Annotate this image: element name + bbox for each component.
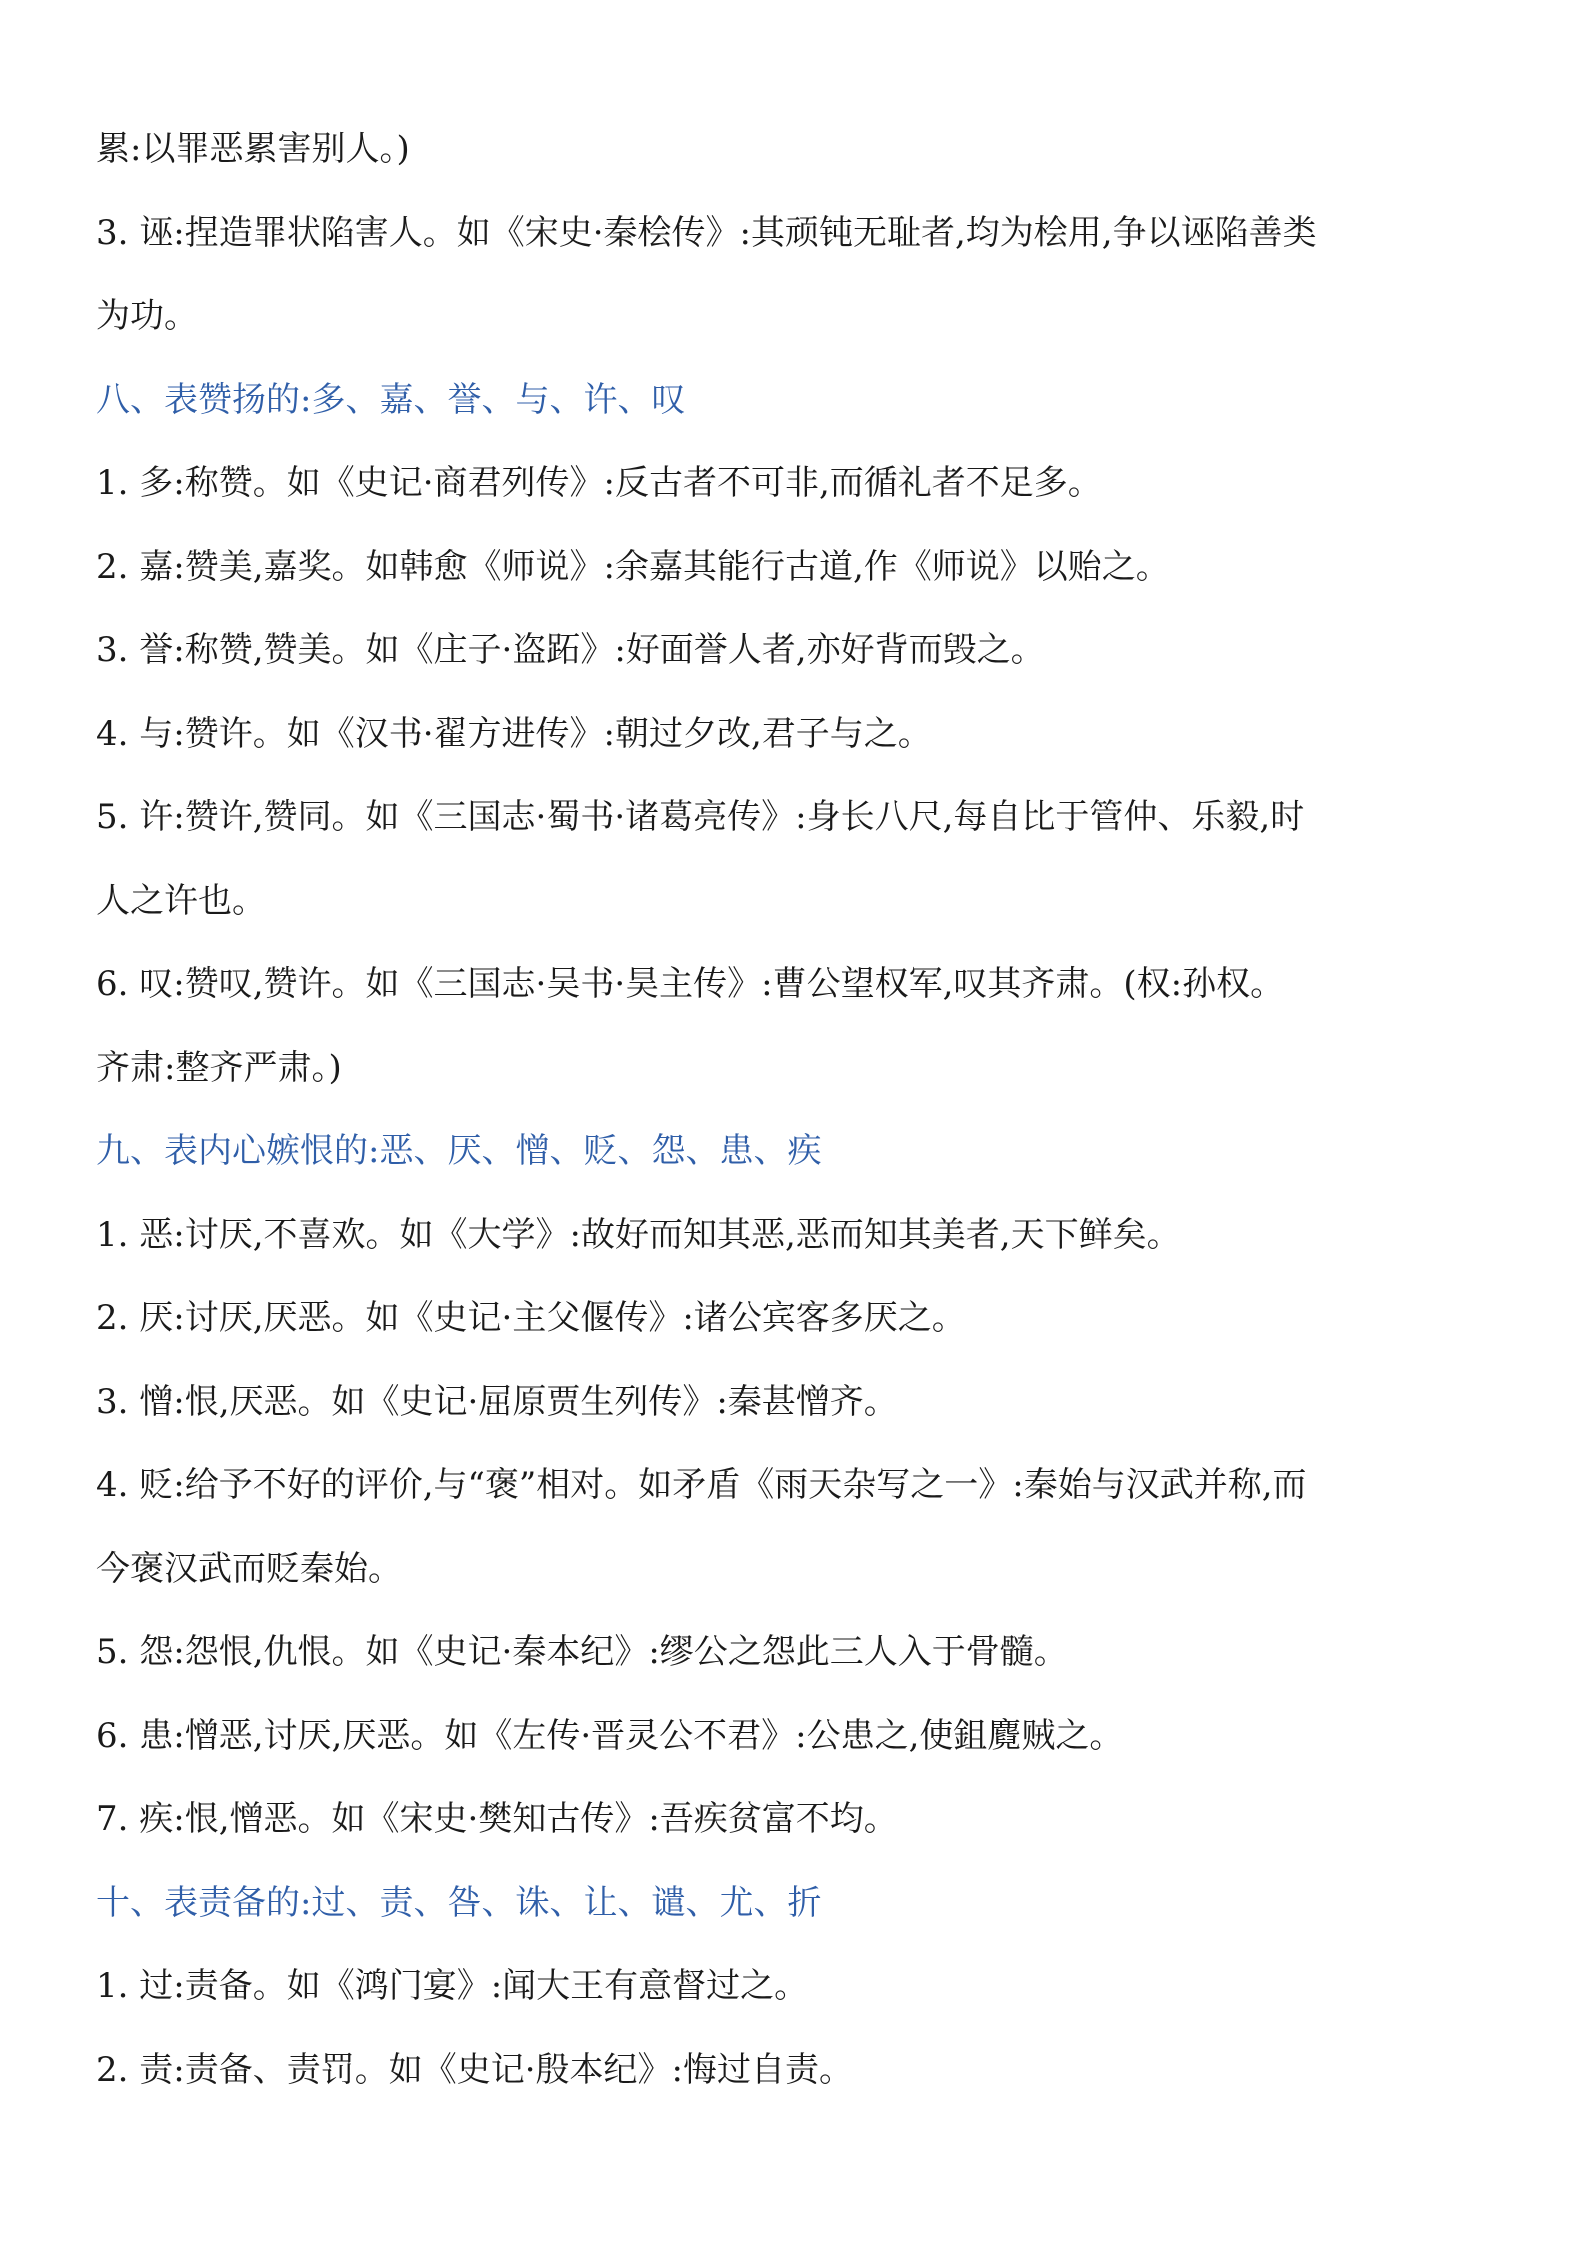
text-line: 今褒汉武而贬秦始。 [96,1548,402,1589]
text-line: 4. 与:赞许。如《汉书·翟方进传》:朝过夕改,君子与之。 [96,713,932,754]
text-line: 为功。 [96,296,198,336]
text-line: 1. 多:称赞。如《史记·商君列传》:反古者不可非,而循礼者不足多。 [96,463,1102,503]
text-line: 2. 厌:讨厌,厌恶。如《史记·主父偃传》:诸公宾客多厌之。 [96,1298,966,1338]
section-heading: 九、表内心嫉恨的:恶、厌、憎、贬、怨、患、疾 [96,1131,822,1171]
text-line: 齐肃:整齐严肃。) [96,1047,342,1088]
text-line: 6. 患:憎恶,讨厌,厌恶。如《左传·晋灵公不君》:公患之,使鉏麑贼之。 [96,1715,1124,1756]
text-line: 5. 怨:怨恨,仇恨。如《史记·秦本纪》:缪公之怨此三人入于骨髓。 [96,1632,1068,1672]
text-line: 累:以罪恶累害别人。) [96,129,410,169]
text-line: 7. 疾:恨,憎恶。如《宋史·樊知古传》:吾疾贫富不均。 [96,1799,898,1839]
text-line: 3. 诬:捏造罪状陷害人。如《宋史·秦桧传》:其顽钝无耻者,均为桧用,争以诬陷善类 [96,212,1317,253]
text-line: 6. 叹:赞叹,赞许。如《三国志·吴书·昊主传》:曹公望权军,叹其齐肃。(权:孙权。 [96,964,1285,1004]
text-line: 4. 贬:给予不好的评价,与“褒”相对。如矛盾《雨天杂写之一》:秦始与汉武并称,而 [96,1465,1307,1505]
document-page [96,108,1506,2112]
text-line: 3. 誉:称赞,赞美。如《庄子·盗跖》:好面誉人者,亦好背而毁之。 [96,630,1045,670]
text-line: 1. 过:责备。如《鸿门宴》:闻大王有意督过之。 [96,1966,809,2006]
text-line: 1. 恶:讨厌,不喜欢。如《大学》:故好而知其恶,恶而知其美者,天下鲜矣。 [96,1214,1181,1255]
text-line: 5. 许:赞许,赞同。如《三国志·蜀书·诸葛亮传》:身长八尺,每自比于管仲、乐毅,时 [96,797,1305,837]
text-line: 2. 嘉:赞美,嘉奖。如韩愈《师说》:余嘉其能行古道,作《师说》以贻之。 [96,546,1170,587]
text-line: 2. 责:责备、责罚。如《史记·殷本纪》:悔过自责。 [96,2049,853,2090]
section-heading: 十、表责备的:过、责、咎、诛、让、谴、尤、折 [96,1882,822,1923]
text-line: 3. 憎:恨,厌恶。如《史记·屈原贾生列传》:秦甚憎齐。 [96,1381,898,1422]
section-heading: 八、表赞扬的:多、嘉、誉、与、许、叹 [96,379,686,420]
text-line: 人之许也。 [96,880,266,921]
